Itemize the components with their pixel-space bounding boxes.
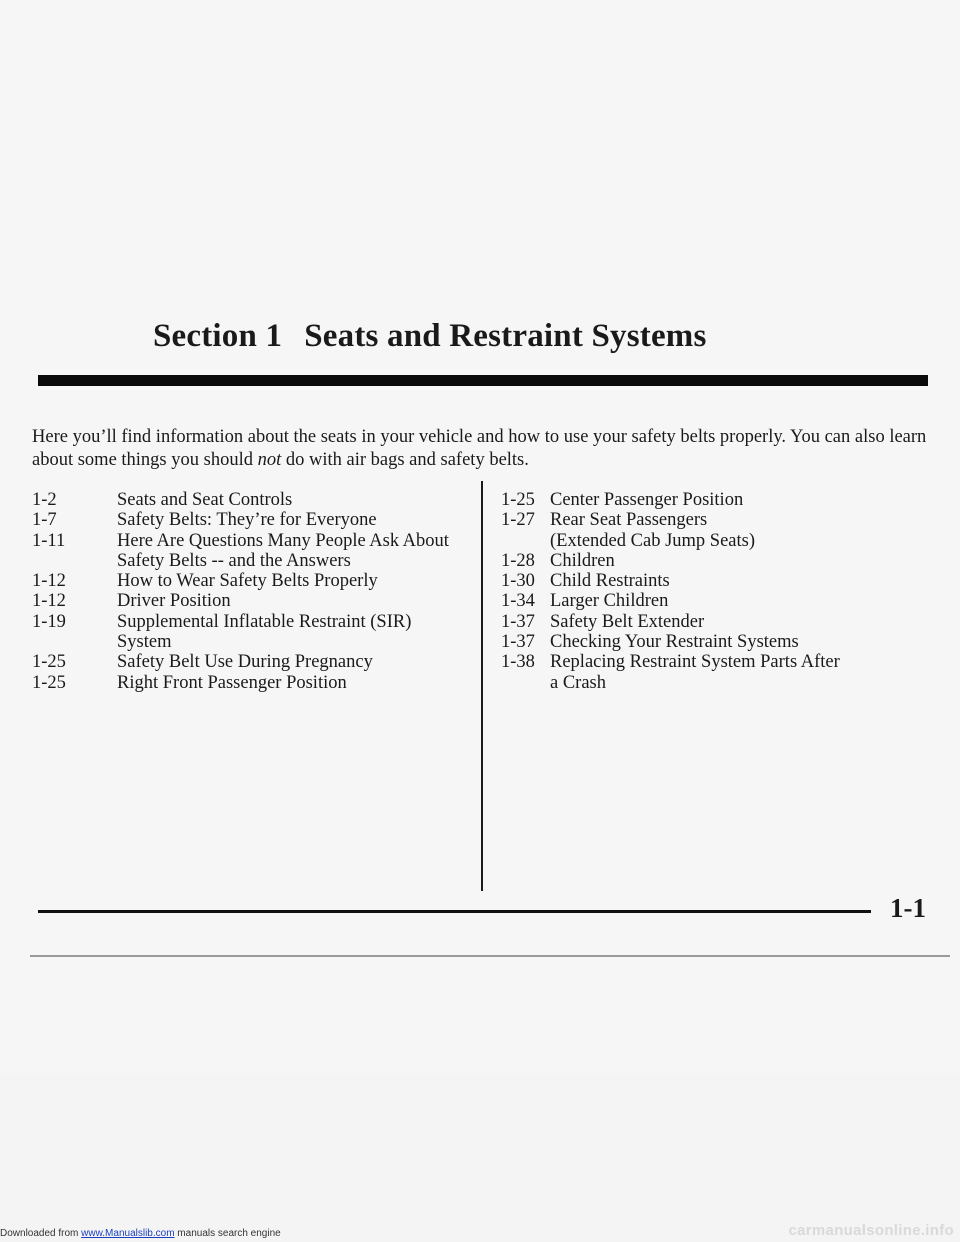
toc-right-column [501, 490, 921, 693]
toc-page: 1-19 [32, 611, 66, 632]
toc-entry [32, 551, 462, 571]
toc-entry [501, 571, 921, 591]
toc-title: Safety Belt Use During Pregnancy [117, 652, 373, 673]
toc-page: 1-12 [32, 571, 66, 592]
manualslib-link[interactable]: www.Manualslib.com [81, 1228, 175, 1239]
toc-entry [501, 510, 921, 530]
toc-title: System [117, 632, 172, 653]
toc-title: Right Front Passenger Position [117, 672, 347, 693]
toc-entry [32, 591, 462, 611]
page-bottom-edge [30, 955, 950, 957]
section-title: Seats and Restraint Systems [304, 318, 707, 354]
column-divider [481, 481, 483, 891]
section-heading [153, 318, 707, 355]
toc-entry [32, 510, 462, 530]
toc-entry [32, 531, 462, 551]
toc-entry [501, 490, 921, 510]
title-rule [38, 375, 928, 386]
toc-page: 1-34 [501, 591, 535, 612]
toc-page: 1-27 [501, 510, 535, 531]
toc-entry [32, 612, 462, 632]
intro-text-end: do with air bags and safety belts. [281, 450, 529, 470]
toc-page: 1-30 [501, 571, 535, 592]
toc-title: Safety Belts -- and the Answers [117, 550, 351, 571]
footer-rule [38, 910, 871, 913]
download-prefix: Downloaded from [0, 1228, 82, 1239]
toc-title: Replacing Restraint System Parts After [550, 652, 840, 673]
toc-entry [501, 591, 921, 611]
intro-text: Here you’ll find information about the seats in your vehicle and how to use your safety belts properly. You can also learn about some things you should [32, 427, 927, 470]
section-number: Section 1 [153, 318, 283, 354]
toc-title: Seats and Seat Controls [117, 490, 293, 510]
toc-entry [32, 673, 462, 693]
toc-entry [501, 531, 921, 551]
toc-entry [32, 652, 462, 672]
toc-entry [32, 571, 462, 591]
intro-emphasis: not [257, 450, 282, 470]
toc-entry [32, 632, 462, 652]
toc-title: Larger Children [550, 591, 669, 612]
toc-title: Checking Your Restraint Systems [550, 632, 799, 653]
toc-title: Rear Seat Passengers [550, 510, 708, 531]
toc-entry [501, 632, 921, 652]
toc-title: Center Passenger Position [550, 490, 744, 510]
toc-title: Supplemental Inflatable Restraint (SIR) [117, 611, 412, 632]
toc-page: 1-25 [32, 652, 66, 673]
toc-page: 1-38 [501, 652, 535, 673]
watermark-logo: carmanualsonline.info [788, 1222, 954, 1239]
toc-page: 1-7 [32, 510, 57, 531]
toc-title: (Extended Cab Jump Seats) [550, 530, 755, 551]
toc-page: 1-2 [32, 490, 57, 510]
toc-title: Children [550, 550, 615, 571]
toc-page: 1-37 [501, 611, 535, 632]
toc-page: 1-25 [32, 672, 66, 693]
toc-entry [32, 490, 462, 510]
toc-title: Safety Belts: They’re for Everyone [117, 510, 377, 531]
toc-entry [501, 652, 921, 672]
toc-page: 1-37 [501, 632, 535, 653]
toc-entry [501, 673, 921, 693]
toc-title: Here Are Questions Many People Ask About [117, 530, 449, 551]
download-suffix: manuals search engine [174, 1228, 281, 1239]
toc-left-column [32, 490, 462, 693]
toc-title: How to Wear Safety Belts Properly [117, 571, 378, 592]
toc-page: 1-25 [501, 490, 535, 510]
page-number: 1-1 [890, 893, 926, 923]
toc-page: 1-12 [32, 591, 66, 612]
toc-entry [501, 551, 921, 571]
toc-page: 1-28 [501, 550, 535, 571]
toc-title: Safety Belt Extender [550, 611, 705, 632]
download-note [0, 1228, 281, 1239]
toc-title: Child Restraints [550, 571, 670, 592]
toc-entry [501, 612, 921, 632]
toc-title: Driver Position [117, 591, 231, 612]
toc-page: 1-11 [32, 530, 66, 551]
intro-paragraph [32, 426, 932, 472]
toc-title: a Crash [550, 672, 606, 693]
